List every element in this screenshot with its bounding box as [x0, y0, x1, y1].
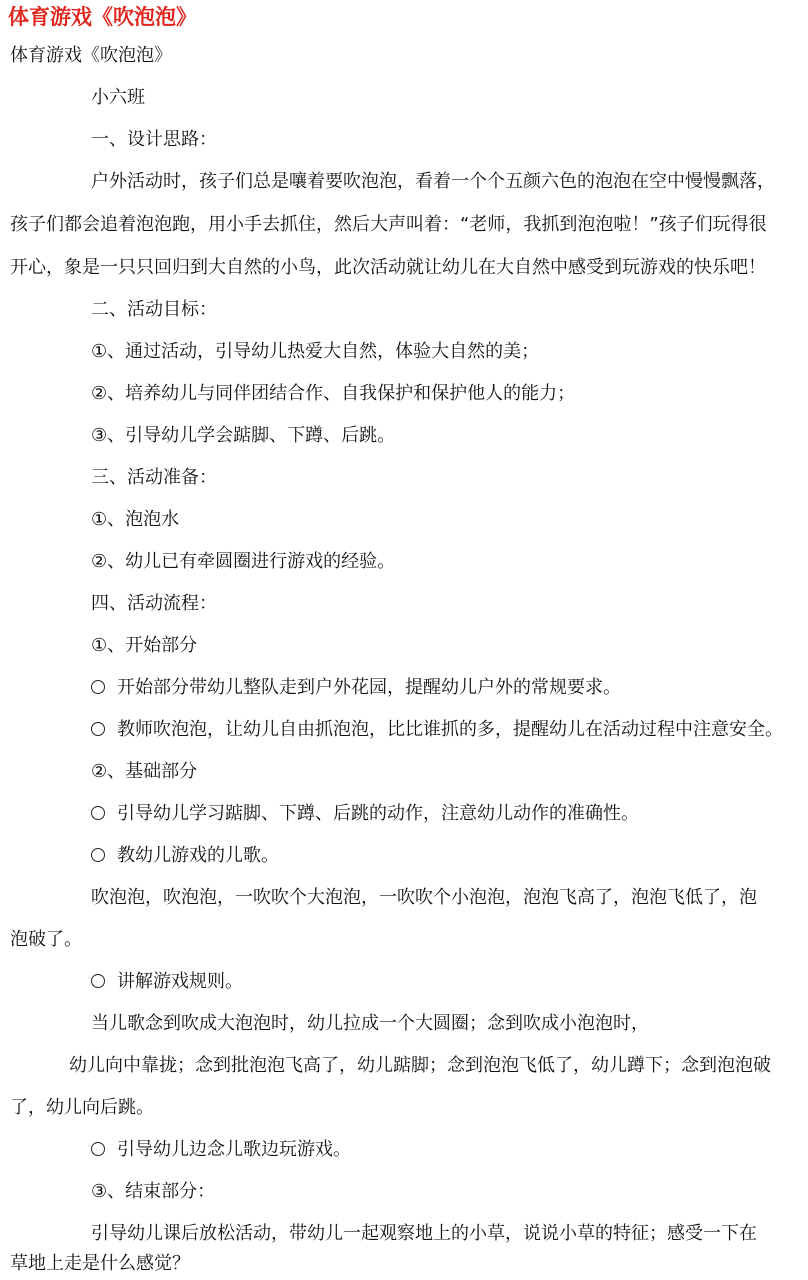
ending-line: 草地上走是什么感觉？	[10, 1253, 190, 1274]
flow-subsection: ③、结束部分：	[91, 1181, 216, 1202]
circle-bullet-icon	[91, 680, 105, 694]
bullet-item: 教师吹泡泡，让幼儿自由抓泡泡，比比谁抓的多，提醒幼儿在活动过程中注意安全。	[91, 718, 783, 742]
prep-item: ②、幼儿已有牵圆圈进行游戏的经验。	[91, 551, 396, 572]
circle-bullet-icon	[91, 974, 105, 988]
circle-bullet-icon	[91, 848, 105, 862]
section-title-design: 一、设计思路：	[91, 129, 217, 150]
rhyme-line: 泡破了。	[10, 929, 82, 950]
paragraph-line: 户外活动时，孩子们总是嚷着要吹泡泡，看着一个个五颜六色的泡泡在空中慢慢飘落，	[91, 171, 775, 192]
circle-bullet-icon	[91, 1142, 105, 1156]
circle-bullet-icon	[91, 722, 105, 736]
goal-item: ②、培养幼儿与同伴团结合作、自我保护和保护他人的能力；	[91, 383, 576, 404]
paragraph-line: 开心，象是一只只回归到大自然的小鸟，此次活动就让幼儿在大自然中感受到玩游戏的快乐吧！	[10, 257, 766, 278]
class-name: 小六班	[91, 87, 145, 108]
rule-line: 了，幼儿向后跳。	[10, 1097, 154, 1118]
rule-line: 当儿歌念到吹成大泡泡时，幼儿拉成一个大圆圈；念到吹成小泡泡时，	[91, 1013, 649, 1034]
paragraph-line: 孩子们都会追着泡泡跑，用小手去抓住，然后大声叫着：“老师，我抓到泡泡啦！”孩子们玩得很	[10, 214, 767, 235]
bullet-item: 引导幼儿边念儿歌边玩游戏。	[91, 1138, 351, 1162]
bullet-item: 讲解游戏规则。	[91, 970, 243, 994]
section-title-flow: 四、活动流程：	[91, 593, 217, 614]
ending-line: 引导幼儿课后放松活动，带幼儿一起观察地上的小草，说说小草的特征；感受一下在	[91, 1223, 757, 1244]
rule-line: 幼儿向中靠拢；念到批泡泡飞高了，幼儿踮脚；念到泡泡飞低了，幼儿蹲下；念到泡泡破	[69, 1055, 771, 1076]
bullet-item: 引导幼儿学习踮脚、下蹲、后跳的动作，注意幼儿动作的准确性。	[91, 802, 639, 826]
bullet-item: 教幼儿游戏的儿歌。	[91, 844, 279, 868]
bullet-item: 开始部分带幼儿整队走到户外花园，提醒幼儿户外的常规要求。	[91, 676, 621, 700]
document-heading: 体育游戏《吹泡泡》	[8, 5, 197, 29]
rhyme-line: 吹泡泡，吹泡泡，一吹吹个大泡泡，一吹吹个小泡泡，泡泡飞高了，泡泡飞低了，泡	[91, 887, 757, 908]
goal-item: ①、通过活动，引导幼儿热爱大自然，体验大自然的美；	[91, 341, 540, 362]
document-subtitle: 体育游戏《吹泡泡》	[10, 45, 172, 66]
flow-subsection: ②、基础部分	[91, 761, 198, 782]
prep-item: ①、泡泡水	[91, 509, 180, 530]
section-title-goals: 二、活动目标：	[91, 299, 217, 320]
flow-subsection: ①、开始部分	[91, 635, 198, 656]
goal-item: ③、引导幼儿学会踮脚、下蹲、后跳。	[91, 425, 396, 446]
circle-bullet-icon	[91, 806, 105, 820]
section-title-preparation: 三、活动准备：	[91, 467, 217, 488]
